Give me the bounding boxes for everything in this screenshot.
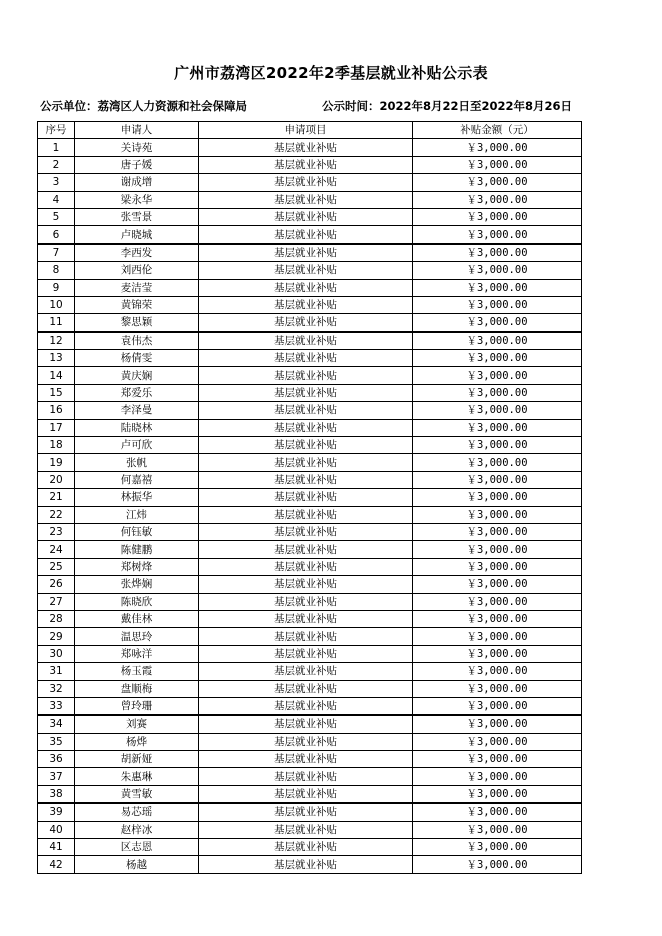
table-row — [38, 402, 582, 419]
subsidy-amount: ￥3,000.00 — [413, 332, 582, 350]
applicant-name: 张帆 — [75, 454, 199, 471]
column-header-project: 申请项目 — [199, 122, 413, 139]
project-name: 基层就业补贴 — [199, 839, 413, 856]
subsidy-amount: ￥3,000.00 — [413, 715, 582, 733]
table-row — [38, 174, 582, 191]
row-index: 10 — [38, 296, 75, 313]
applicant-name: 郑爱乐 — [75, 384, 199, 401]
row-index: 7 — [38, 244, 75, 262]
project-name: 基层就业补贴 — [199, 768, 413, 785]
row-index: 40 — [38, 821, 75, 838]
column-header-applicant: 申请人 — [75, 122, 199, 139]
subsidy-amount: ￥3,000.00 — [413, 402, 582, 419]
subsidy-amount: ￥3,000.00 — [413, 523, 582, 540]
subsidy-amount: ￥3,000.00 — [413, 733, 582, 750]
project-name: 基层就业补贴 — [199, 558, 413, 575]
row-index: 17 — [38, 419, 75, 436]
table-row — [38, 314, 582, 332]
subsidy-amount: ￥3,000.00 — [413, 751, 582, 768]
project-name: 基层就业补贴 — [199, 367, 413, 384]
subsidy-amount: ￥3,000.00 — [413, 471, 582, 488]
project-name: 基层就业补贴 — [199, 489, 413, 506]
table-row — [38, 262, 582, 279]
row-index: 41 — [38, 839, 75, 856]
applicant-name: 何钰敏 — [75, 523, 199, 540]
subsidy-amount: ￥3,000.00 — [413, 367, 582, 384]
row-index: 37 — [38, 768, 75, 785]
row-index: 24 — [38, 541, 75, 558]
row-index: 35 — [38, 733, 75, 750]
table-row — [38, 558, 582, 575]
table-row — [38, 437, 582, 454]
row-index: 33 — [38, 697, 75, 715]
applicant-name: 陆晓林 — [75, 419, 199, 436]
table-row — [38, 645, 582, 662]
row-index: 12 — [38, 332, 75, 350]
row-index: 22 — [38, 506, 75, 523]
row-index: 32 — [38, 680, 75, 697]
row-index: 9 — [38, 279, 75, 296]
row-index: 1 — [38, 139, 75, 156]
project-name: 基层就业补贴 — [199, 576, 413, 593]
subsidy-amount: ￥3,000.00 — [413, 680, 582, 697]
project-name: 基层就业补贴 — [199, 680, 413, 697]
subsidy-amount: ￥3,000.00 — [413, 384, 582, 401]
applicant-name: 陈健鹏 — [75, 541, 199, 558]
project-name: 基层就业补贴 — [199, 821, 413, 838]
table-header-row — [38, 122, 582, 139]
project-name: 基层就业补贴 — [199, 402, 413, 419]
table-row — [38, 191, 582, 208]
publication-period: 公示时间：2022年8月22日至2022年8月26日 — [322, 99, 573, 113]
applicant-name: 曾玲珊 — [75, 697, 199, 715]
applicant-name: 何嘉禧 — [75, 471, 199, 488]
applicant-name: 朱惠琳 — [75, 768, 199, 785]
row-index: 25 — [38, 558, 75, 575]
page-title: 广州市荔湾区2022年2季基层就业补贴公示表 — [174, 64, 488, 82]
table-body — [38, 139, 582, 873]
project-name: 基层就业补贴 — [199, 174, 413, 191]
subsidy-amount: ￥3,000.00 — [413, 437, 582, 454]
subsidy-amount: ￥3,000.00 — [413, 821, 582, 838]
project-name: 基层就业补贴 — [199, 628, 413, 645]
applicant-name: 刘西伦 — [75, 262, 199, 279]
row-index: 42 — [38, 856, 75, 873]
subsidy-amount: ￥3,000.00 — [413, 208, 582, 225]
subsidy-amount: ￥3,000.00 — [413, 350, 582, 367]
table-row — [38, 156, 582, 173]
row-index: 11 — [38, 314, 75, 332]
row-index: 34 — [38, 715, 75, 733]
column-header-index: 序号 — [38, 122, 75, 139]
applicant-name: 关诗苑 — [75, 139, 199, 156]
project-name: 基层就业补贴 — [199, 733, 413, 750]
project-name: 基层就业补贴 — [199, 523, 413, 540]
project-name: 基层就业补贴 — [199, 506, 413, 523]
table-row — [38, 610, 582, 627]
applicant-name: 袁伟杰 — [75, 332, 199, 350]
applicant-name: 谢成增 — [75, 174, 199, 191]
subsidy-amount: ￥3,000.00 — [413, 454, 582, 471]
applicant-name: 梁永华 — [75, 191, 199, 208]
project-name: 基层就业补贴 — [199, 262, 413, 279]
table-row — [38, 663, 582, 680]
applicant-name: 易芯瑶 — [75, 803, 199, 821]
subsidy-amount: ￥3,000.00 — [413, 697, 582, 715]
row-index: 20 — [38, 471, 75, 488]
project-name: 基层就业补贴 — [199, 645, 413, 662]
project-name: 基层就业补贴 — [199, 803, 413, 821]
applicant-name: 杨越 — [75, 856, 199, 873]
subsidy-amount: ￥3,000.00 — [413, 663, 582, 680]
applicant-name: 卢晓城 — [75, 226, 199, 244]
project-name: 基层就业补贴 — [199, 419, 413, 436]
subsidy-amount: ￥3,000.00 — [413, 576, 582, 593]
row-index: 31 — [38, 663, 75, 680]
row-index: 18 — [38, 437, 75, 454]
subsidy-table — [37, 121, 582, 874]
project-name: 基层就业补贴 — [199, 296, 413, 313]
project-name: 基层就业补贴 — [199, 279, 413, 296]
table-row — [38, 541, 582, 558]
applicant-name: 黎思颖 — [75, 314, 199, 332]
applicant-name: 张雪景 — [75, 208, 199, 225]
row-index: 36 — [38, 751, 75, 768]
table-row — [38, 350, 582, 367]
table-row — [38, 296, 582, 313]
table-row — [38, 768, 582, 785]
subsidy-amount: ￥3,000.00 — [413, 558, 582, 575]
project-name: 基层就业补贴 — [199, 244, 413, 262]
project-name: 基层就业补贴 — [199, 350, 413, 367]
project-name: 基层就业补贴 — [199, 471, 413, 488]
table-row — [38, 384, 582, 401]
subsidy-amount: ￥3,000.00 — [413, 314, 582, 332]
applicant-name: 戴佳林 — [75, 610, 199, 627]
project-name: 基层就业补贴 — [199, 191, 413, 208]
subsidy-amount: ￥3,000.00 — [413, 593, 582, 610]
subsidy-amount: ￥3,000.00 — [413, 244, 582, 262]
applicant-name: 麦洁莹 — [75, 279, 199, 296]
table-row — [38, 856, 582, 873]
subsidy-amount: ￥3,000.00 — [413, 803, 582, 821]
table-row — [38, 576, 582, 593]
project-name: 基层就业补贴 — [199, 715, 413, 733]
column-header-amount: 补贴金额（元） — [413, 122, 582, 139]
project-name: 基层就业补贴 — [199, 314, 413, 332]
subsidy-amount: ￥3,000.00 — [413, 226, 582, 244]
applicant-name: 赵梓冰 — [75, 821, 199, 838]
table-row — [38, 471, 582, 488]
row-index: 19 — [38, 454, 75, 471]
subsidy-amount: ￥3,000.00 — [413, 506, 582, 523]
row-index: 21 — [38, 489, 75, 506]
applicant-name: 李西发 — [75, 244, 199, 262]
applicant-name: 杨玉霞 — [75, 663, 199, 680]
applicant-name: 郑树烽 — [75, 558, 199, 575]
row-index: 27 — [38, 593, 75, 610]
project-name: 基层就业补贴 — [199, 139, 413, 156]
subsidy-amount: ￥3,000.00 — [413, 628, 582, 645]
table-row — [38, 839, 582, 856]
row-index: 8 — [38, 262, 75, 279]
project-name: 基层就业补贴 — [199, 226, 413, 244]
applicant-name: 郑咏洋 — [75, 645, 199, 662]
table-row — [38, 803, 582, 821]
project-name: 基层就业补贴 — [199, 156, 413, 173]
applicant-name: 卢可欣 — [75, 437, 199, 454]
applicant-name: 林振华 — [75, 489, 199, 506]
applicant-name: 刘赛 — [75, 715, 199, 733]
subsidy-amount: ￥3,000.00 — [413, 856, 582, 873]
table-row — [38, 715, 582, 733]
applicant-name: 陈晓欣 — [75, 593, 199, 610]
row-index: 14 — [38, 367, 75, 384]
applicant-name: 杨烨 — [75, 733, 199, 750]
subsidy-amount: ￥3,000.00 — [413, 839, 582, 856]
project-name: 基层就业补贴 — [199, 751, 413, 768]
table-row — [38, 523, 582, 540]
row-index: 4 — [38, 191, 75, 208]
table-row — [38, 226, 582, 244]
table-row — [38, 279, 582, 296]
table-row — [38, 367, 582, 384]
project-name: 基层就业补贴 — [199, 856, 413, 873]
row-index: 26 — [38, 576, 75, 593]
table-row — [38, 680, 582, 697]
subsidy-amount: ￥3,000.00 — [413, 262, 582, 279]
table-row — [38, 139, 582, 156]
project-name: 基层就业补贴 — [199, 785, 413, 803]
subsidy-amount: ￥3,000.00 — [413, 191, 582, 208]
subsidy-amount: ￥3,000.00 — [413, 296, 582, 313]
table-row — [38, 785, 582, 803]
row-index: 30 — [38, 645, 75, 662]
project-name: 基层就业补贴 — [199, 384, 413, 401]
publishing-unit: 公示单位：荔湾区人力资源和社会保障局 — [40, 99, 247, 113]
applicant-name: 黄庆娴 — [75, 367, 199, 384]
project-name: 基层就业补贴 — [199, 663, 413, 680]
applicant-name: 盘顺梅 — [75, 680, 199, 697]
subsidy-amount: ￥3,000.00 — [413, 489, 582, 506]
table-row — [38, 244, 582, 262]
applicant-name: 李泽曼 — [75, 402, 199, 419]
table-row — [38, 454, 582, 471]
project-name: 基层就业补贴 — [199, 332, 413, 350]
subsidy-amount: ￥3,000.00 — [413, 610, 582, 627]
applicant-name: 温思玲 — [75, 628, 199, 645]
row-index: 6 — [38, 226, 75, 244]
row-index: 3 — [38, 174, 75, 191]
table-row — [38, 506, 582, 523]
table-row — [38, 821, 582, 838]
table-row — [38, 208, 582, 225]
subsidy-amount: ￥3,000.00 — [413, 139, 582, 156]
applicant-name: 唐子媛 — [75, 156, 199, 173]
subsidy-amount: ￥3,000.00 — [413, 156, 582, 173]
applicant-name: 胡新娅 — [75, 751, 199, 768]
applicant-name: 区志恩 — [75, 839, 199, 856]
subsidy-amount: ￥3,000.00 — [413, 174, 582, 191]
project-name: 基层就业补贴 — [199, 610, 413, 627]
row-index: 16 — [38, 402, 75, 419]
row-index: 2 — [38, 156, 75, 173]
row-index: 39 — [38, 803, 75, 821]
applicant-name: 江炜 — [75, 506, 199, 523]
subsidy-amount: ￥3,000.00 — [413, 541, 582, 558]
row-index: 15 — [38, 384, 75, 401]
applicant-name: 杨倩雯 — [75, 350, 199, 367]
subsidy-amount: ￥3,000.00 — [413, 768, 582, 785]
table-row — [38, 593, 582, 610]
subsidy-amount: ￥3,000.00 — [413, 419, 582, 436]
row-index: 29 — [38, 628, 75, 645]
row-index: 28 — [38, 610, 75, 627]
table-row — [38, 489, 582, 506]
table-row — [38, 332, 582, 350]
project-name: 基层就业补贴 — [199, 454, 413, 471]
row-index: 5 — [38, 208, 75, 225]
project-name: 基层就业补贴 — [199, 593, 413, 610]
row-index: 23 — [38, 523, 75, 540]
applicant-name: 张烨娴 — [75, 576, 199, 593]
row-index: 38 — [38, 785, 75, 803]
table-row — [38, 628, 582, 645]
project-name: 基层就业补贴 — [199, 208, 413, 225]
table-row — [38, 697, 582, 715]
project-name: 基层就业补贴 — [199, 437, 413, 454]
subsidy-amount: ￥3,000.00 — [413, 645, 582, 662]
subsidy-amount: ￥3,000.00 — [413, 279, 582, 296]
applicant-name: 黄雪敏 — [75, 785, 199, 803]
project-name: 基层就业补贴 — [199, 697, 413, 715]
table-row — [38, 733, 582, 750]
applicant-name: 黄锦荣 — [75, 296, 199, 313]
table-row — [38, 751, 582, 768]
subsidy-amount: ￥3,000.00 — [413, 785, 582, 803]
row-index: 13 — [38, 350, 75, 367]
table-row — [38, 419, 582, 436]
project-name: 基层就业补贴 — [199, 541, 413, 558]
